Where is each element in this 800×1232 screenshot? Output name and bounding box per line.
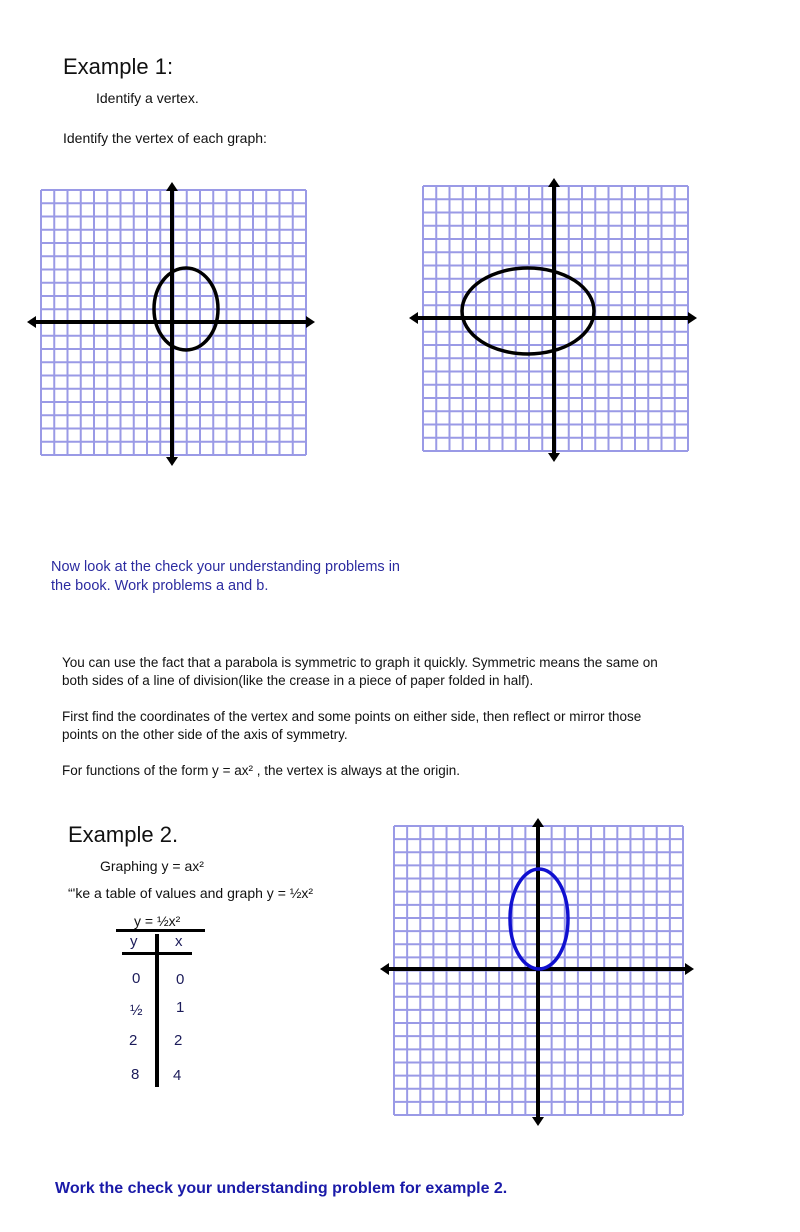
table-caption: y = ½x²: [134, 913, 181, 929]
symmetry-p2-line1: First find the coordinates of the vertex and some points on either side, then reflect or mirror those: [62, 709, 642, 724]
check-note-line1: Now look at the check your understanding problems in: [51, 559, 400, 575]
example2-instruction: “'ke a table of values and graph y = ½x²: [68, 885, 314, 901]
footer-instruction: Work the check your understanding problem for example 2.: [55, 1180, 508, 1197]
table-column-divider: [155, 934, 159, 1087]
table-header-x: x: [175, 933, 183, 950]
example1-title: Example 1:: [63, 54, 174, 79]
table-cell-y: ½: [130, 1002, 143, 1019]
graph-3: [378, 814, 698, 1130]
table-header-y: y: [130, 933, 138, 950]
example2-subtitle: Graphing y = ax²: [100, 858, 204, 874]
table-cell-x: 1: [176, 999, 185, 1016]
check-note-line2: the book. Work problems a and b.: [51, 578, 269, 594]
graph-1: [25, 178, 325, 470]
example2-title: Example 2.: [68, 822, 179, 847]
table-cell-y: 0: [132, 970, 141, 987]
example1-subtitle: Identify a vertex.: [96, 90, 199, 106]
symmetry-p1-line1: You can use the fact that a parabola is symmetric to graph it quickly. Symmetric means the same on: [62, 655, 658, 670]
symmetry-p3: For functions of the form y = ax² , the vertex is always at the origin.: [62, 763, 461, 778]
table-cell-x: 0: [176, 971, 185, 988]
table-cell-x: 2: [174, 1032, 183, 1049]
table-cell-y: 8: [131, 1066, 140, 1083]
table-cell-y: 2: [129, 1032, 138, 1049]
table-cell-x: 4: [173, 1067, 182, 1084]
table-top-rule: [116, 929, 205, 932]
graph-2: [407, 174, 707, 466]
example1-instruction: Identify the vertex of each graph:: [63, 130, 267, 146]
symmetry-p1-line2: both sides of a line of division(like the crease in a piece of paper folded in half).: [62, 673, 534, 688]
symmetry-p2-line2: points on the other side of the axis of symmetry.: [62, 727, 348, 742]
